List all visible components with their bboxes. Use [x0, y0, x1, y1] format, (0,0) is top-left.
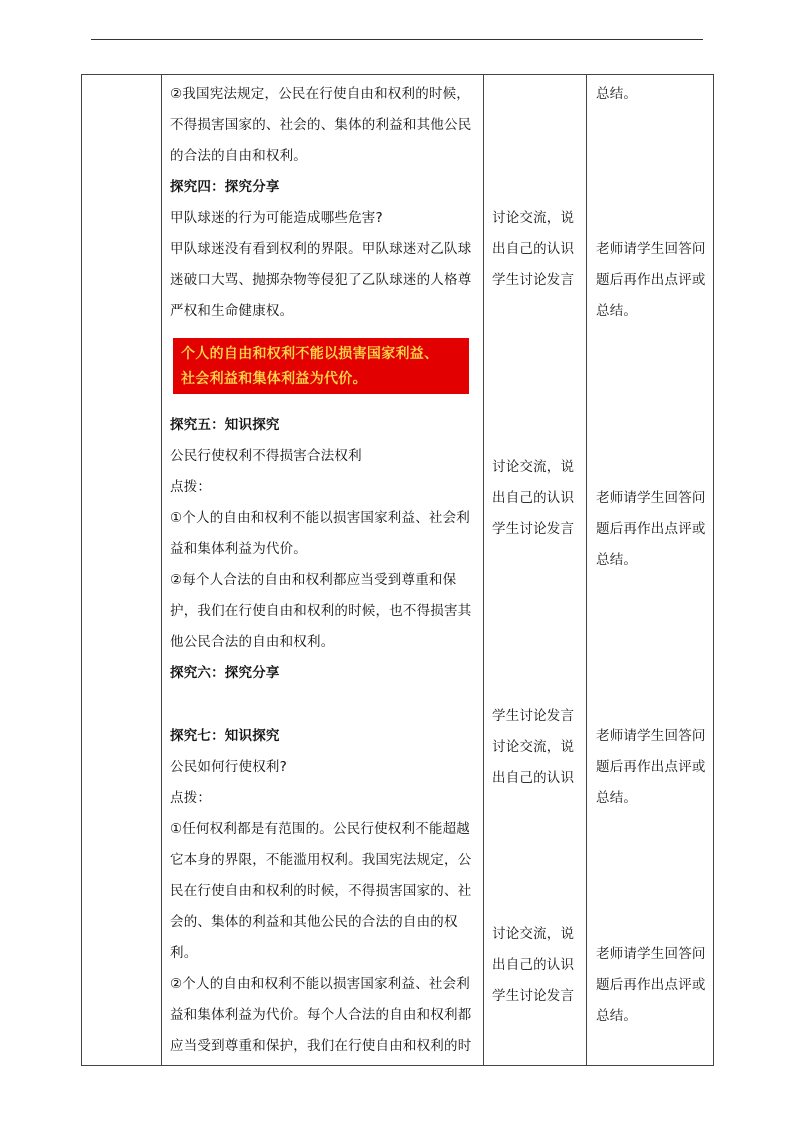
content-line: 不得损害国家的、社会的、集体的利益和其他公民 — [170, 117, 472, 133]
student-line: 讨论交流，说 — [492, 210, 575, 226]
section-heading-5: 探究五：知识探究 — [170, 417, 280, 433]
teacher-line: 老师请学生回答问 — [596, 728, 706, 744]
content-line: 会的、集体的利益和其他公民的合法的自由的权 — [170, 914, 458, 930]
content-line: ②我国宪法规定，公民在行使自由和权利的时候， — [170, 86, 471, 102]
question-text: 甲队球迷的行为可能造成哪些危害? — [170, 210, 383, 226]
lesson-table — [81, 74, 714, 1066]
content-line: 他公民合法的自由和权利。 — [170, 634, 335, 650]
section-heading-6: 探究六：探究分享 — [170, 665, 280, 681]
content-line: 迷破口大骂、抛掷杂物等侵犯了乙队球迷的人格尊 — [170, 272, 472, 288]
teacher-activity-cell — [587, 75, 714, 1066]
teacher-line: 题后再作出点评或 — [596, 521, 706, 537]
header-rule — [91, 39, 703, 40]
teacher-line: 老师请学生回答问 — [596, 490, 706, 506]
student-line: 学生讨论发言 — [492, 272, 575, 288]
table-row — [82, 75, 714, 1066]
student-line: 讨论交流，说 — [492, 926, 575, 942]
section-heading-7: 探究七：知识探究 — [170, 728, 280, 744]
student-line: 讨论交流，说 — [492, 739, 575, 755]
content-line: 应当受到尊重和保护，我们在行使自由和权利的时 — [170, 1038, 472, 1054]
highlight-line: 个人的自由和权利不能以损害国家利益、 — [181, 346, 439, 362]
teacher-line: 题后再作出点评或 — [596, 977, 706, 993]
teacher-line: 老师请学生回答问 — [596, 241, 706, 257]
content-line: ①个人的自由和权利不能以损害国家利益、社会利 — [170, 510, 471, 526]
content-line: 民在行使自由和权利的时候，不得损害国家的、社 — [170, 883, 472, 899]
student-line: 出自己的认识 — [492, 241, 575, 257]
teacher-line: 题后再作出点评或 — [596, 272, 706, 288]
content-line: 的合法的自由和权利。 — [170, 148, 307, 164]
highlight-banner — [173, 338, 469, 394]
teacher-line: 总结。 — [596, 1008, 638, 1024]
content-line: ②每个人合法的自由和权利都应当受到尊重和保 — [170, 572, 457, 588]
content-line: 利。 — [170, 945, 198, 961]
student-line: 出自己的认识 — [492, 957, 575, 973]
teacher-line: 总结。 — [596, 86, 638, 102]
teacher-line: 总结。 — [596, 552, 638, 568]
student-line: 学生讨论发言 — [492, 521, 575, 537]
content-line: 点拨： — [170, 479, 212, 495]
content-line: 甲队球迷没有看到权利的界限。甲队球迷对乙队球 — [170, 241, 472, 257]
content-line: 益和集体利益为代价。 — [170, 541, 307, 557]
student-activity-cell — [484, 75, 587, 1066]
content-line: 公民行使权利不得损害合法权利 — [170, 448, 362, 464]
student-line: 学生讨论发言 — [492, 708, 575, 724]
content-cell — [162, 75, 484, 1066]
stage-cell — [82, 75, 162, 1066]
content-line: 它本身的界限，不能滥用权利。我国宪法规定，公 — [170, 852, 472, 868]
student-line: 讨论交流，说 — [492, 459, 575, 475]
student-line: 出自己的认识 — [492, 490, 575, 506]
student-line: 学生讨论发言 — [492, 988, 575, 1004]
section-heading-4: 探究四：探究分享 — [170, 179, 280, 195]
content-line: 益和集体利益为代价。每个人合法的自由和权利都 — [170, 1007, 472, 1023]
teacher-line: 老师请学生回答问 — [596, 946, 706, 962]
content-line: ②个人的自由和权利不能以损害国家利益、社会利 — [170, 976, 471, 992]
highlight-line: 社会利益和集体利益为代价。 — [181, 371, 367, 387]
teacher-line: 总结。 — [596, 303, 638, 319]
student-line: 出自己的认识 — [492, 770, 575, 786]
question-text: 公民如何行使权利? — [170, 759, 287, 775]
content-line: ①任何权利都是有范围的。公民行使权利不能超越 — [170, 821, 471, 837]
content-line: 严权和生命健康权。 — [170, 303, 294, 319]
content-line: 点拨： — [170, 790, 212, 806]
content-line: 护，我们在行使自由和权利的时候，也不得损害其 — [170, 603, 472, 619]
teacher-line: 题后再作出点评或 — [596, 759, 706, 775]
teacher-line: 总结。 — [596, 790, 638, 806]
